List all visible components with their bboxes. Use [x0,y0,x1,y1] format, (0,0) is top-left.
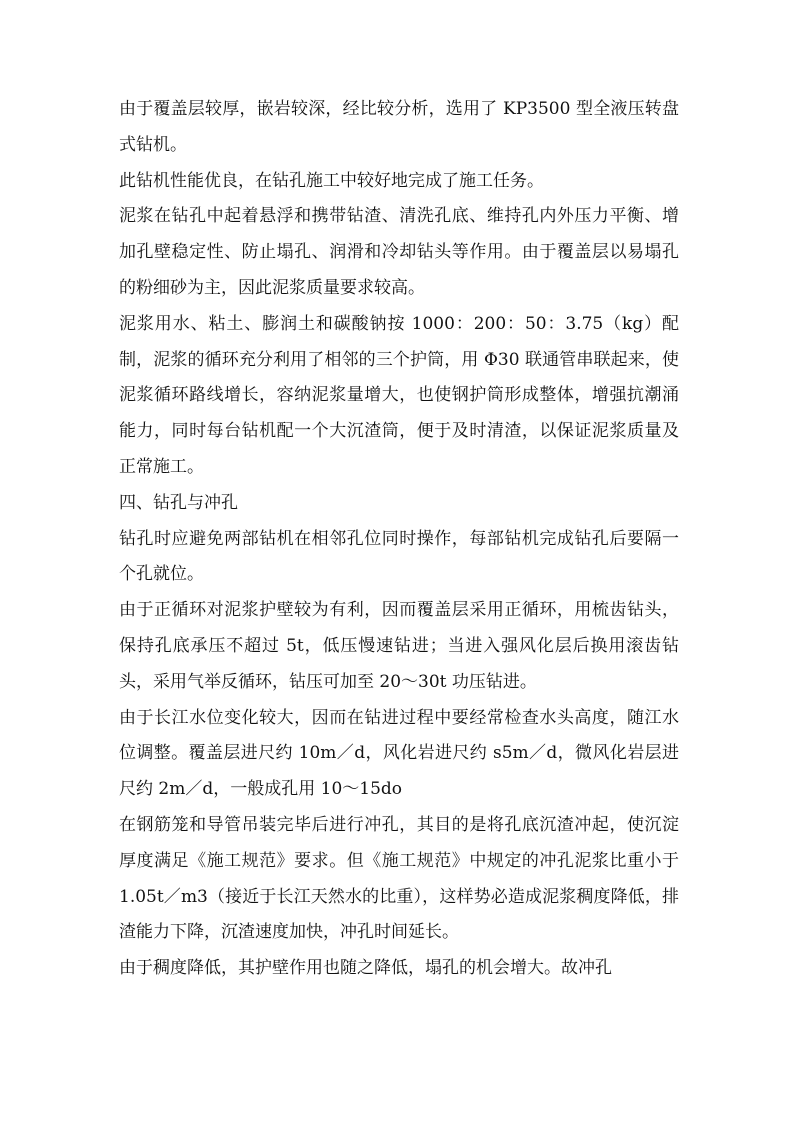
paragraph-hole-flushing: 在钢筋笼和导管吊装完毕后进行冲孔，其目的是将孔底沉渣冲起，使沉淀厚度满足《施工规范》要求。但《施工规范》中规定的冲孔泥浆比重小于 1.05t／m3（接近于长江天然水的比重），这样势必造成泥浆稠度降低，排渣能力下降，沉渣速度加快，冲孔时间延长。 [119,814,679,943]
paragraph-water-level: 由于长江水位变化较大，因而在钻进过程中要经常检查水头高度，随江水位调整。覆盖层进尺约 10m／d，风化岩进尺约 s5m／d，微风化岩层进尺约 2m／d，一般成孔用 10～15do [119,707,679,800]
paragraph-slurry-mix: 泥浆用水、粘土、膨润土和碳酸钠按 1000：200：50：3.75（kg）配制，泥浆的循环充分利用了相邻的三个护筒，用 Φ30 联通管串联起来，使泥浆循环路线增长，容纳泥浆量增大，也使钢护筒形成整体，增强抗潮涌能力，同时每台钻机配一个大沉渣筒，便于及时清渣，以保证泥浆质量及正常施工。 [119,313,679,477]
section-heading-drilling: 四、钻孔与冲孔 [119,492,238,513]
paragraph-wall-protection: 由于稠度降低，其护壁作用也随之降低，塌孔的机会增大。故冲孔 [119,958,612,979]
paragraph-rig-performance: 此钻机性能优良，在钻孔施工中较好地完成了施工任务。 [119,170,544,191]
paragraph-circulation-method: 由于正循环对泥浆护壁较为有利，因而覆盖层采用正循环，用梳齿钻头，保持孔底承压不超过 5t，低压慢速钻进；当进入强风化层后换用滚齿钻头，采用气举反循环，钻压可加至 20～30t 功压钻进。 [119,600,679,692]
paragraph-drilling-rig-selection: 由于覆盖层较厚，嵌岩较深，经比较分析，选用了 KP3500 型全液压转盘式钻机。 [119,99,679,155]
document-body [119,92,679,987]
paragraph-slurry-function: 泥浆在钻孔中起着悬浮和携带钻渣、清洗孔底、维持孔内外压力平衡、增加孔壁稳定性、防止塌孔、润滑和冷却钻头等作用。由于覆盖层以易塌孔的粉细砂为主，因此泥浆质量要求较高。 [119,206,679,298]
paragraph-rig-spacing: 钻孔时应避免两部钻机在相邻孔位同时操作，每部钻机完成钻孔后要隔一个孔就位。 [119,528,679,585]
